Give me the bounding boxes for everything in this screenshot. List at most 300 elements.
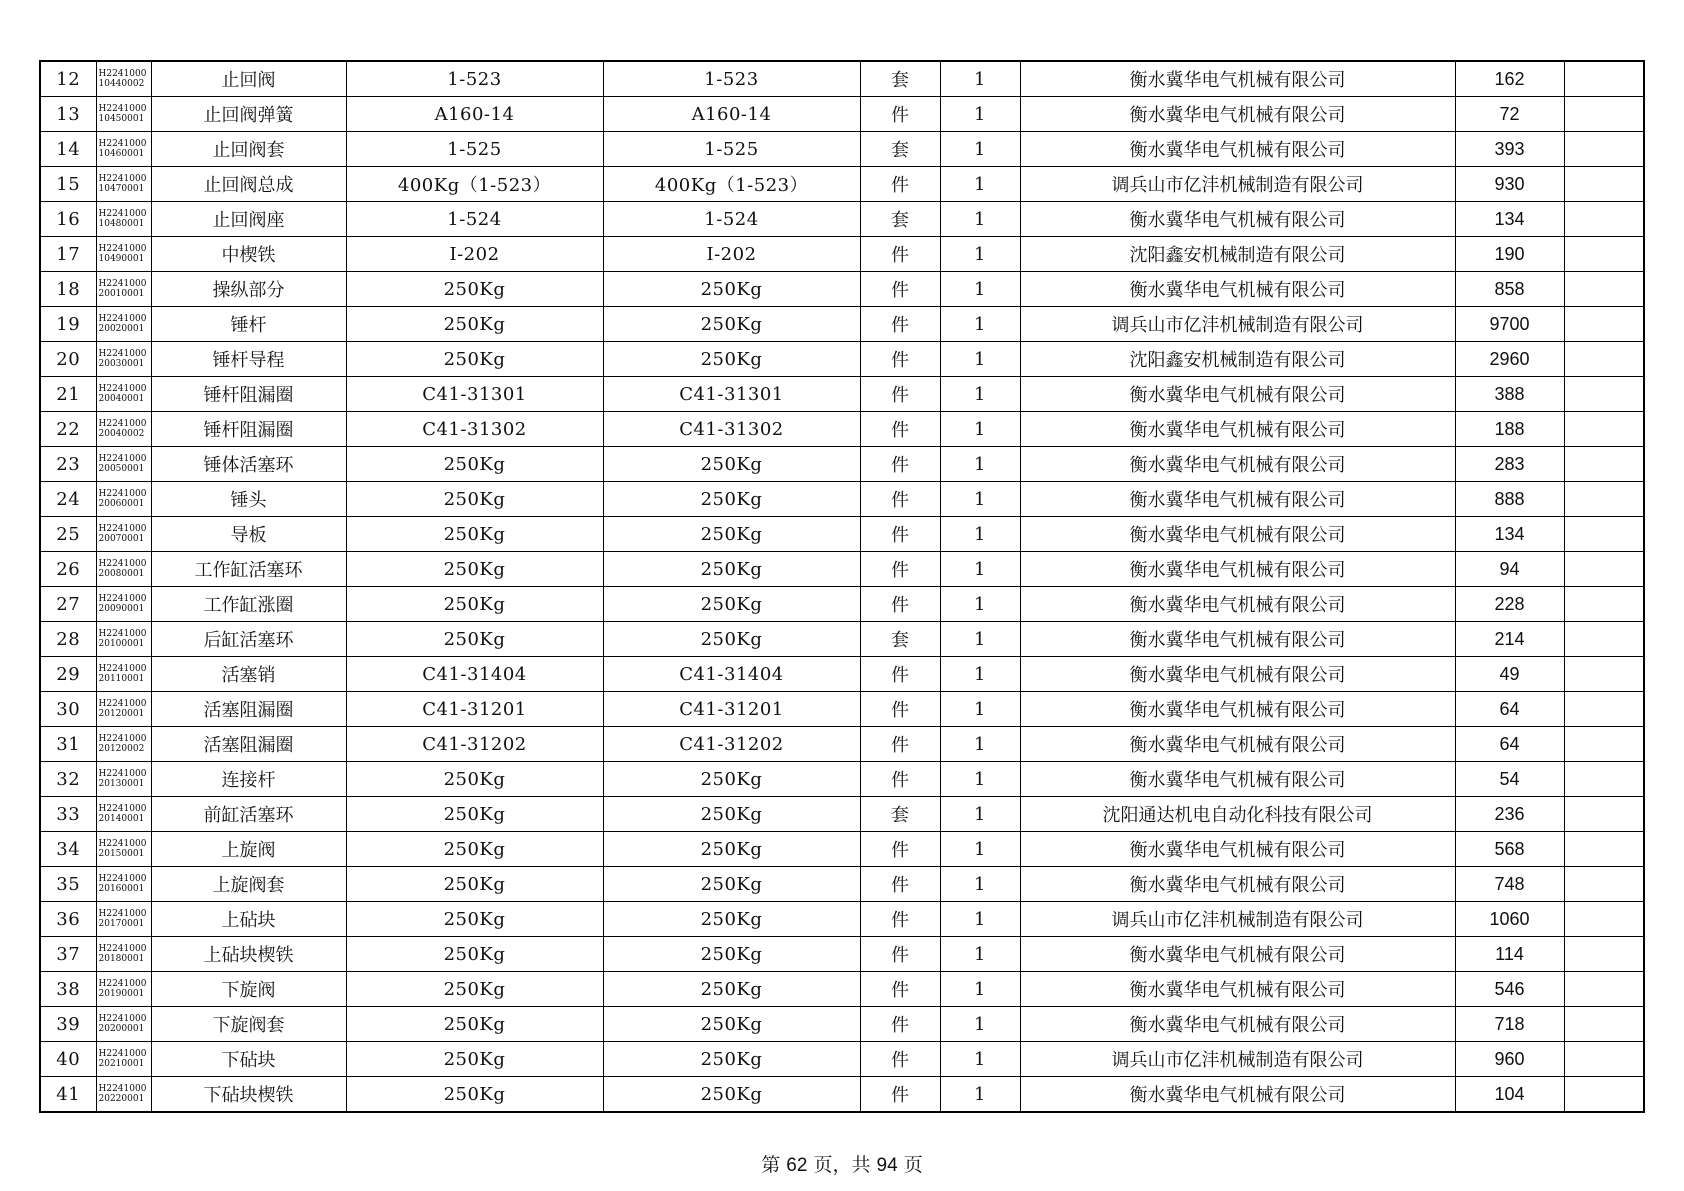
cell-model: 250Kg (346, 272, 603, 307)
cell-specification: C41-31301 (603, 377, 860, 412)
cell-quantity: 1 (940, 727, 1020, 762)
table-row (40, 832, 1644, 867)
cell-row-number: 32 (40, 762, 96, 797)
cell-part-name: 上旋阀 (151, 832, 346, 867)
cell-material-code (96, 272, 151, 307)
cell-material-code (96, 902, 151, 937)
material-code-line-2: 20120002 (98, 744, 145, 754)
cell-model: 400Kg（1-523） (346, 167, 603, 202)
cell-price: 888 (1455, 482, 1564, 517)
cell-material-code (96, 622, 151, 657)
table-row (40, 237, 1644, 272)
cell-material-code (96, 657, 151, 692)
material-code-line-2: 20190001 (98, 989, 145, 999)
cell-supplier: 衡水冀华电气机械有限公司 (1020, 622, 1455, 657)
cell-supplier: 衡水冀华电气机械有限公司 (1020, 727, 1455, 762)
cell-specification: 250Kg (603, 342, 860, 377)
cell-part-name: 止回阀 (151, 61, 346, 97)
cell-specification: 250Kg (603, 1042, 860, 1077)
cell-specification: 250Kg (603, 972, 860, 1007)
cell-material-code (96, 1042, 151, 1077)
cell-quantity: 1 (940, 447, 1020, 482)
cell-part-name: 活塞阻漏圈 (151, 727, 346, 762)
cell-remark (1564, 762, 1644, 797)
table-row (40, 482, 1644, 517)
material-code-line-2: 10440002 (98, 79, 145, 89)
material-code-line-2: 20130001 (98, 779, 145, 789)
cell-price: 858 (1455, 272, 1564, 307)
cell-quantity: 1 (940, 622, 1020, 657)
cell-supplier: 衡水冀华电气机械有限公司 (1020, 832, 1455, 867)
cell-part-name: 锤头 (151, 482, 346, 517)
cell-material-code (96, 482, 151, 517)
cell-specification: 250Kg (603, 552, 860, 587)
cell-quantity: 1 (940, 762, 1020, 797)
cell-part-name: 上旋阀套 (151, 867, 346, 902)
cell-part-name: 下砧块楔铁 (151, 1077, 346, 1113)
cell-supplier: 沈阳通达机电自动化科技有限公司 (1020, 797, 1455, 832)
cell-material-code (96, 447, 151, 482)
cell-supplier: 衡水冀华电气机械有限公司 (1020, 132, 1455, 167)
cell-remark (1564, 937, 1644, 972)
cell-row-number: 30 (40, 692, 96, 727)
material-code-line-2: 20030001 (98, 359, 145, 369)
material-code-line-2: 20020001 (98, 324, 145, 334)
cell-model: 250Kg (346, 797, 603, 832)
cell-model: 250Kg (346, 587, 603, 622)
cell-unit: 件 (860, 482, 940, 517)
cell-unit: 件 (860, 307, 940, 342)
cell-remark (1564, 692, 1644, 727)
material-code-line-2: 20090001 (98, 604, 145, 614)
material-code-line-2: 10450001 (98, 114, 145, 124)
cell-price: 104 (1455, 1077, 1564, 1113)
cell-unit: 件 (860, 1007, 940, 1042)
cell-material-code (96, 132, 151, 167)
material-code-line-2: 10480001 (98, 219, 145, 229)
cell-row-number: 23 (40, 447, 96, 482)
cell-remark (1564, 377, 1644, 412)
cell-quantity: 1 (940, 832, 1020, 867)
cell-row-number: 21 (40, 377, 96, 412)
material-code-line-1: H2241000 (98, 489, 147, 499)
cell-part-name: 后缸活塞环 (151, 622, 346, 657)
cell-row-number: 16 (40, 202, 96, 237)
cell-supplier: 衡水冀华电气机械有限公司 (1020, 692, 1455, 727)
material-code-line-1: H2241000 (98, 104, 147, 114)
cell-supplier: 衡水冀华电气机械有限公司 (1020, 97, 1455, 132)
cell-price: 72 (1455, 97, 1564, 132)
cell-supplier: 衡水冀华电气机械有限公司 (1020, 657, 1455, 692)
cell-model: 250Kg (346, 1077, 603, 1113)
material-code-line-2: 20220001 (98, 1094, 145, 1104)
cell-price: 1060 (1455, 902, 1564, 937)
cell-unit: 套 (860, 622, 940, 657)
cell-row-number: 18 (40, 272, 96, 307)
cell-part-name: 连接杆 (151, 762, 346, 797)
cell-row-number: 24 (40, 482, 96, 517)
cell-quantity: 1 (940, 657, 1020, 692)
cell-model: 1-524 (346, 202, 603, 237)
cell-remark (1564, 587, 1644, 622)
table-row (40, 272, 1644, 307)
cell-unit: 件 (860, 762, 940, 797)
cell-price: 214 (1455, 622, 1564, 657)
cell-specification: 1-524 (603, 202, 860, 237)
table-row (40, 132, 1644, 167)
material-code-line-1: H2241000 (98, 839, 147, 849)
cell-remark (1564, 412, 1644, 447)
table-row (40, 307, 1644, 342)
cell-row-number: 38 (40, 972, 96, 1007)
cell-part-name: 锤杆阻漏圈 (151, 412, 346, 447)
cell-price: 190 (1455, 237, 1564, 272)
cell-remark (1564, 61, 1644, 97)
cell-supplier: 调兵山市亿沣机械制造有限公司 (1020, 1042, 1455, 1077)
cell-quantity: 1 (940, 342, 1020, 377)
cell-specification: A160-14 (603, 97, 860, 132)
cell-material-code (96, 61, 151, 97)
cell-quantity: 1 (940, 482, 1020, 517)
cell-unit: 件 (860, 937, 940, 972)
table-row (40, 622, 1644, 657)
cell-quantity: 1 (940, 972, 1020, 1007)
cell-part-name: 上砧块楔铁 (151, 937, 346, 972)
material-code-line-1: H2241000 (98, 209, 147, 219)
cell-unit: 套 (860, 61, 940, 97)
cell-model: C41-31202 (346, 727, 603, 762)
cell-remark (1564, 1007, 1644, 1042)
cell-model: C41-31301 (346, 377, 603, 412)
cell-quantity: 1 (940, 307, 1020, 342)
cell-quantity: 1 (940, 1042, 1020, 1077)
cell-remark (1564, 1042, 1644, 1077)
cell-row-number: 28 (40, 622, 96, 657)
cell-part-name: 下旋阀套 (151, 1007, 346, 1042)
cell-material-code (96, 97, 151, 132)
cell-model: 1-525 (346, 132, 603, 167)
cell-model: 250Kg (346, 447, 603, 482)
table-row (40, 867, 1644, 902)
cell-specification: 250Kg (603, 1077, 860, 1113)
cell-part-name: 工作缸活塞环 (151, 552, 346, 587)
cell-specification: 250Kg (603, 447, 860, 482)
cell-supplier: 衡水冀华电气机械有限公司 (1020, 587, 1455, 622)
cell-remark (1564, 132, 1644, 167)
cell-model: 250Kg (346, 307, 603, 342)
table-row (40, 657, 1644, 692)
cell-specification: 250Kg (603, 937, 860, 972)
cell-specification: 1-523 (603, 61, 860, 97)
cell-specification: 250Kg (603, 832, 860, 867)
cell-remark (1564, 727, 1644, 762)
material-code-line-1: H2241000 (98, 1049, 147, 1059)
cell-specification: 250Kg (603, 762, 860, 797)
cell-part-name: 工作缸涨圈 (151, 587, 346, 622)
cell-specification: 250Kg (603, 1007, 860, 1042)
material-code-line-1: H2241000 (98, 979, 147, 989)
cell-price: 2960 (1455, 342, 1564, 377)
cell-unit: 件 (860, 342, 940, 377)
cell-supplier: 调兵山市亿沣机械制造有限公司 (1020, 307, 1455, 342)
table-row (40, 377, 1644, 412)
material-code-line-1: H2241000 (98, 1084, 147, 1094)
cell-part-name: 中楔铁 (151, 237, 346, 272)
cell-price: 134 (1455, 517, 1564, 552)
material-code-line-2: 10490001 (98, 254, 145, 264)
material-code-line-1: H2241000 (98, 699, 147, 709)
cell-price: 9700 (1455, 307, 1564, 342)
cell-specification: C41-31201 (603, 692, 860, 727)
cell-remark (1564, 867, 1644, 902)
table-row (40, 552, 1644, 587)
cell-row-number: 15 (40, 167, 96, 202)
material-code-line-2: 20140001 (98, 814, 145, 824)
cell-supplier: 衡水冀华电气机械有限公司 (1020, 867, 1455, 902)
table-row (40, 1007, 1644, 1042)
material-code-line-2: 20150001 (98, 849, 145, 859)
material-code-line-1: H2241000 (98, 384, 147, 394)
table-row (40, 61, 1644, 97)
cell-remark (1564, 832, 1644, 867)
material-code-line-1: H2241000 (98, 944, 147, 954)
cell-specification: I-202 (603, 237, 860, 272)
cell-row-number: 29 (40, 657, 96, 692)
cell-specification: 250Kg (603, 867, 860, 902)
cell-price: 393 (1455, 132, 1564, 167)
cell-model: 250Kg (346, 972, 603, 1007)
cell-supplier: 衡水冀华电气机械有限公司 (1020, 937, 1455, 972)
cell-remark (1564, 552, 1644, 587)
cell-specification: 250Kg (603, 517, 860, 552)
cell-model: C41-31201 (346, 692, 603, 727)
cell-quantity: 1 (940, 377, 1020, 412)
table-row (40, 1042, 1644, 1077)
material-code-line-1: H2241000 (98, 419, 147, 429)
cell-unit: 件 (860, 972, 940, 1007)
cell-remark (1564, 482, 1644, 517)
material-code-line-1: H2241000 (98, 804, 147, 814)
cell-remark (1564, 797, 1644, 832)
cell-unit: 套 (860, 132, 940, 167)
cell-row-number: 17 (40, 237, 96, 272)
cell-supplier: 衡水冀华电气机械有限公司 (1020, 552, 1455, 587)
cell-unit: 套 (860, 797, 940, 832)
cell-price: 134 (1455, 202, 1564, 237)
cell-material-code (96, 727, 151, 762)
cell-unit: 件 (860, 552, 940, 587)
cell-unit: 件 (860, 517, 940, 552)
cell-row-number: 40 (40, 1042, 96, 1077)
cell-part-name: 止回阀总成 (151, 167, 346, 202)
cell-row-number: 36 (40, 902, 96, 937)
cell-remark (1564, 657, 1644, 692)
cell-model: A160-14 (346, 97, 603, 132)
cell-material-code (96, 762, 151, 797)
cell-model: 1-523 (346, 61, 603, 97)
cell-price: 236 (1455, 797, 1564, 832)
material-code-line-1: H2241000 (98, 769, 147, 779)
material-code-line-1: H2241000 (98, 244, 147, 254)
cell-unit: 件 (860, 447, 940, 482)
cell-quantity: 1 (940, 867, 1020, 902)
material-code-line-2: 20060001 (98, 499, 145, 509)
cell-supplier: 衡水冀华电气机械有限公司 (1020, 272, 1455, 307)
cell-unit: 件 (860, 97, 940, 132)
cell-unit: 件 (860, 412, 940, 447)
cell-model: 250Kg (346, 902, 603, 937)
cell-specification: 400Kg（1-523） (603, 167, 860, 202)
cell-supplier: 衡水冀华电气机械有限公司 (1020, 762, 1455, 797)
cell-remark (1564, 447, 1644, 482)
cell-model: 250Kg (346, 517, 603, 552)
cell-part-name: 导板 (151, 517, 346, 552)
cell-part-name: 锤体活塞环 (151, 447, 346, 482)
table-row (40, 587, 1644, 622)
material-code-line-2: 20180001 (98, 954, 145, 964)
cell-row-number: 22 (40, 412, 96, 447)
cell-price: 283 (1455, 447, 1564, 482)
cell-specification: C41-31404 (603, 657, 860, 692)
cell-material-code (96, 587, 151, 622)
table-row (40, 762, 1644, 797)
cell-quantity: 1 (940, 167, 1020, 202)
cell-material-code (96, 937, 151, 972)
cell-supplier: 调兵山市亿沣机械制造有限公司 (1020, 167, 1455, 202)
table-row (40, 342, 1644, 377)
cell-unit: 件 (860, 377, 940, 412)
cell-model: I-202 (346, 237, 603, 272)
cell-material-code (96, 342, 151, 377)
cell-remark (1564, 202, 1644, 237)
cell-remark (1564, 342, 1644, 377)
table-row (40, 937, 1644, 972)
cell-model: 250Kg (346, 342, 603, 377)
material-code-line-1: H2241000 (98, 734, 147, 744)
footer-prefix: 第 (761, 1154, 781, 1176)
cell-part-name: 止回阀座 (151, 202, 346, 237)
cell-part-name: 活塞阻漏圈 (151, 692, 346, 727)
table-row (40, 1077, 1644, 1113)
material-code-line-1: H2241000 (98, 594, 147, 604)
cell-model: 250Kg (346, 762, 603, 797)
cell-price: 114 (1455, 937, 1564, 972)
cell-model: 250Kg (346, 482, 603, 517)
table-row (40, 97, 1644, 132)
cell-part-name: 锤杆阻漏圈 (151, 377, 346, 412)
cell-specification: 250Kg (603, 307, 860, 342)
cell-row-number: 27 (40, 587, 96, 622)
cell-material-code (96, 307, 151, 342)
cell-unit: 套 (860, 202, 940, 237)
material-code-line-1: H2241000 (98, 909, 147, 919)
cell-price: 960 (1455, 1042, 1564, 1077)
cell-quantity: 1 (940, 902, 1020, 937)
cell-material-code (96, 692, 151, 727)
cell-quantity: 1 (940, 412, 1020, 447)
cell-supplier: 衡水冀华电气机械有限公司 (1020, 447, 1455, 482)
material-code-line-1: H2241000 (98, 174, 147, 184)
material-code-line-2: 20210001 (98, 1059, 145, 1069)
cell-unit: 件 (860, 692, 940, 727)
cell-part-name: 活塞销 (151, 657, 346, 692)
material-code-line-1: H2241000 (98, 139, 147, 149)
table-row (40, 972, 1644, 1007)
cell-specification: 250Kg (603, 902, 860, 937)
cell-material-code (96, 552, 151, 587)
material-code-line-1: H2241000 (98, 314, 147, 324)
cell-quantity: 1 (940, 1007, 1020, 1042)
cell-unit: 件 (860, 237, 940, 272)
cell-row-number: 20 (40, 342, 96, 377)
cell-price: 162 (1455, 61, 1564, 97)
material-code-line-2: 20050001 (98, 464, 145, 474)
material-code-line-1: H2241000 (98, 664, 147, 674)
table-row (40, 447, 1644, 482)
material-code-line-2: 20110001 (98, 674, 145, 684)
cell-specification: 250Kg (603, 797, 860, 832)
cell-specification: 250Kg (603, 622, 860, 657)
cell-unit: 件 (860, 1077, 940, 1113)
cell-supplier: 沈阳鑫安机械制造有限公司 (1020, 342, 1455, 377)
cell-model: 250Kg (346, 552, 603, 587)
cell-price: 64 (1455, 727, 1564, 762)
table-row (40, 517, 1644, 552)
material-code-line-2: 20160001 (98, 884, 145, 894)
cell-unit: 件 (860, 867, 940, 902)
footer-suffix: 页 (903, 1154, 923, 1176)
cell-remark (1564, 1077, 1644, 1113)
material-code-line-1: H2241000 (98, 874, 147, 884)
cell-remark (1564, 517, 1644, 552)
cell-material-code (96, 1077, 151, 1113)
cell-supplier: 衡水冀华电气机械有限公司 (1020, 482, 1455, 517)
cell-quantity: 1 (940, 937, 1020, 972)
cell-supplier: 衡水冀华电气机械有限公司 (1020, 202, 1455, 237)
cell-unit: 件 (860, 657, 940, 692)
cell-row-number: 41 (40, 1077, 96, 1113)
material-code-line-2: 20100001 (98, 639, 145, 649)
cell-price: 228 (1455, 587, 1564, 622)
cell-material-code (96, 1007, 151, 1042)
cell-supplier: 沈阳鑫安机械制造有限公司 (1020, 237, 1455, 272)
cell-remark (1564, 622, 1644, 657)
cell-material-code (96, 797, 151, 832)
cell-specification: 250Kg (603, 587, 860, 622)
cell-remark (1564, 272, 1644, 307)
cell-supplier: 调兵山市亿沣机械制造有限公司 (1020, 902, 1455, 937)
cell-specification: 1-525 (603, 132, 860, 167)
cell-price: 568 (1455, 832, 1564, 867)
page-footer (0, 1150, 1684, 1177)
cell-model: 250Kg (346, 1007, 603, 1042)
material-code-line-2: 20010001 (98, 289, 145, 299)
cell-model: C41-31302 (346, 412, 603, 447)
cell-model: 250Kg (346, 1042, 603, 1077)
cell-model: C41-31404 (346, 657, 603, 692)
cell-row-number: 13 (40, 97, 96, 132)
cell-material-code (96, 377, 151, 412)
cell-row-number: 31 (40, 727, 96, 762)
material-code-line-1: H2241000 (98, 454, 147, 464)
cell-material-code (96, 867, 151, 902)
cell-material-code (96, 167, 151, 202)
cell-part-name: 下旋阀 (151, 972, 346, 1007)
cell-part-name: 前缸活塞环 (151, 797, 346, 832)
material-code-line-2: 20120001 (98, 709, 145, 719)
cell-unit: 件 (860, 902, 940, 937)
cell-quantity: 1 (940, 237, 1020, 272)
